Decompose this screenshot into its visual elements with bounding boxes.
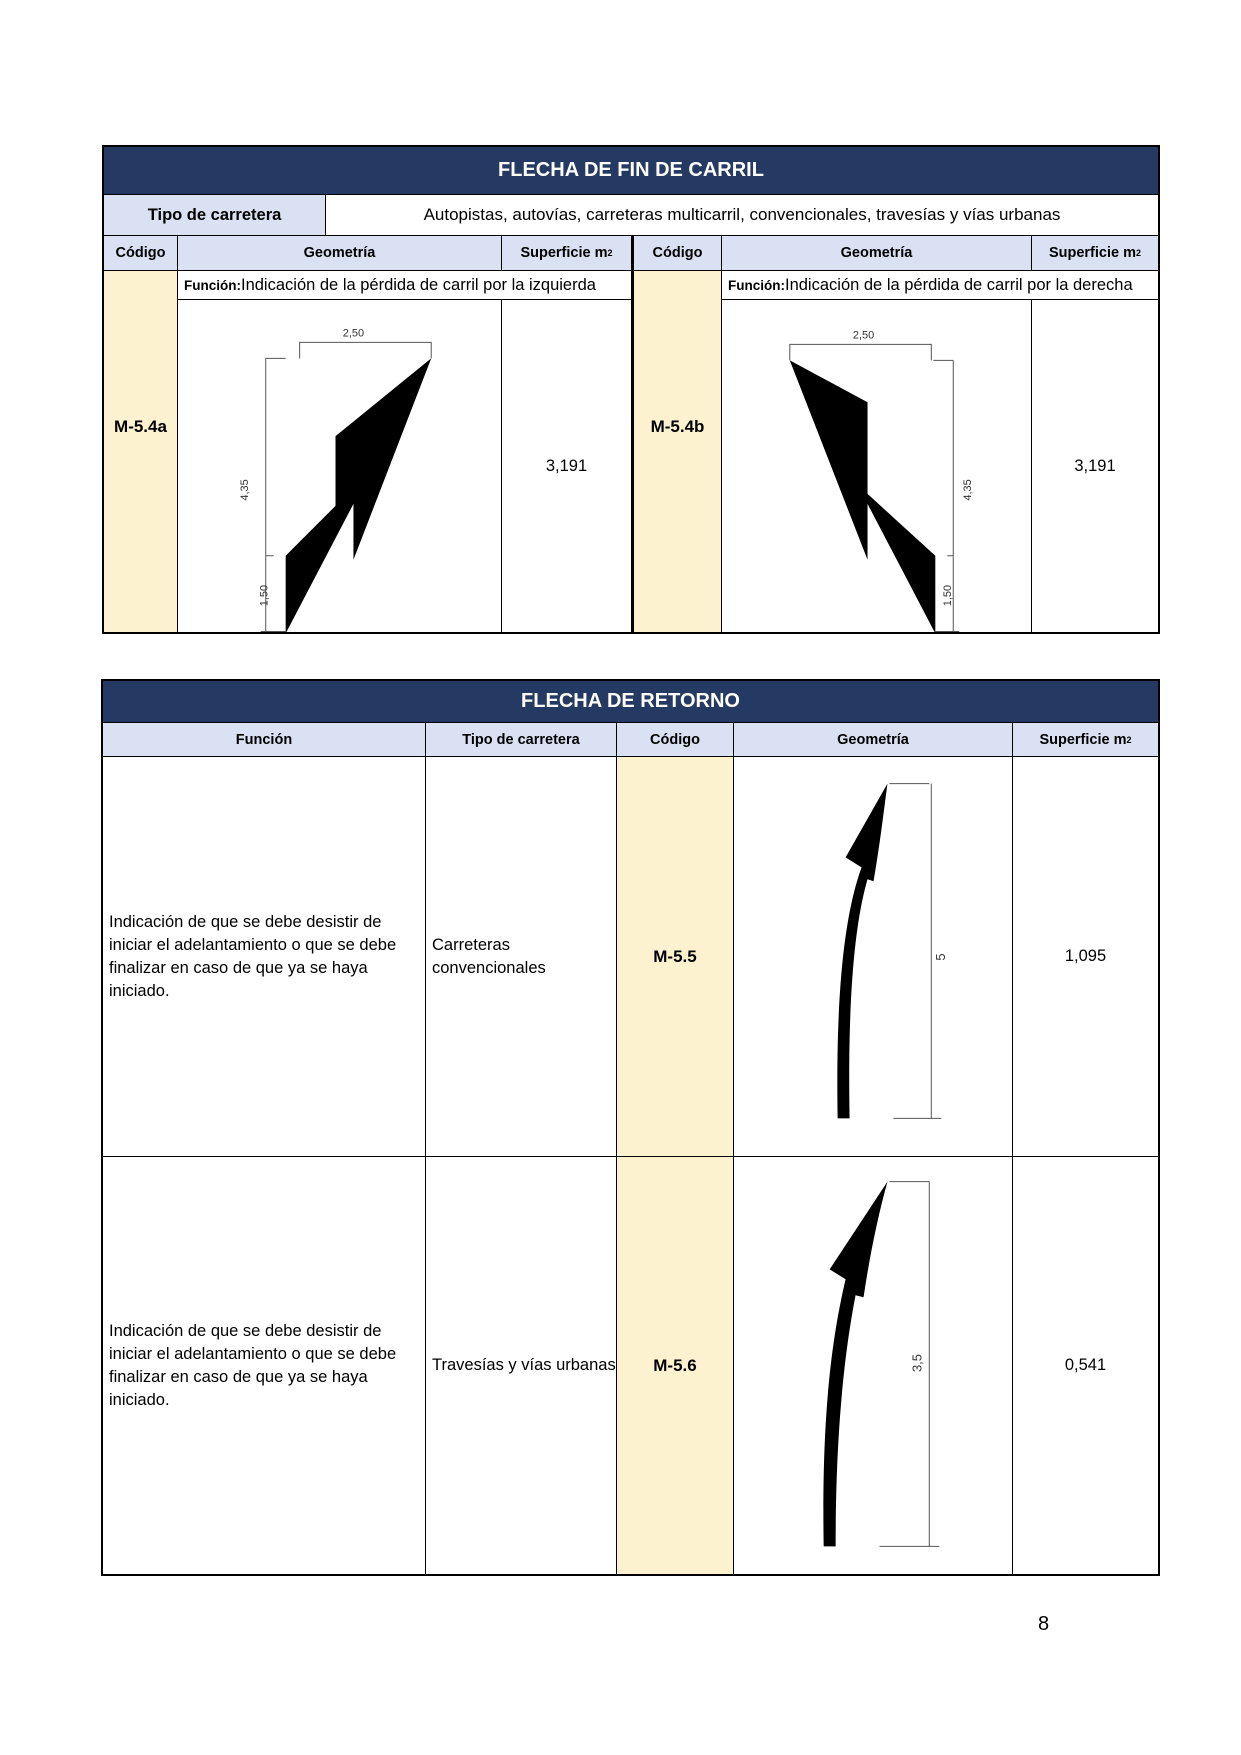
surface-m56: 0,541 — [1064, 1356, 1107, 1374]
arrow-drawing-m54a — [178, 300, 501, 632]
return-arrow-m55 — [837, 783, 887, 1118]
road-type-value: Autopistas, autovías, carreteras multicarril, convencionales, travesías y vías urbanas — [326, 195, 1158, 236]
lane-end-arrow-left — [286, 358, 432, 632]
surface-m54b: 3,191 — [1074, 456, 1116, 475]
arrow-drawing-m55 — [734, 757, 1012, 1157]
geometry-m55 — [734, 757, 1013, 1157]
header-code-right: Código — [634, 236, 722, 271]
header-geometry-right: Geometría — [722, 236, 1032, 271]
dim-width-m54a: 2,50 — [342, 327, 365, 340]
dim-length-m55: 5 — [933, 952, 949, 961]
return-arrow-table — [101, 679, 1160, 1576]
code-m56: M-5.6 — [617, 1157, 734, 1574]
road-type-label: Tipo de carretera — [104, 195, 326, 236]
dim-tail-m54a: 1,50 — [258, 584, 271, 607]
function-right: Función: Indicación de la pérdida de carril por la derecha — [722, 271, 1158, 300]
dim-width-m54b: 2,50 — [852, 329, 875, 342]
code-m54b: M-5.4b — [634, 271, 722, 632]
header-road-type: Tipo de carretera — [426, 723, 617, 757]
table-title: FLECHA DE FIN DE CARRIL — [104, 147, 1158, 195]
dim-height-m54a: 4,35 — [238, 479, 251, 501]
dim-height-m54b: 4,35 — [962, 479, 975, 501]
header-surface-left: Superficie m 2 — [502, 236, 634, 271]
geometry-m54b — [722, 300, 1032, 632]
header-code: Código — [617, 723, 734, 757]
page-number: 8 — [1038, 1613, 1050, 1635]
arrow-drawing-m54b — [722, 300, 1031, 632]
row-road-type: Carreteras convencionales — [426, 757, 617, 1157]
arrow-drawing-m56 — [734, 1157, 1012, 1574]
header-code-left: Código — [104, 236, 178, 271]
surface-m54a: 3,191 — [502, 300, 634, 632]
dim-tail-m54b: 1,50 — [942, 584, 955, 607]
header-function: Función — [103, 723, 426, 757]
header-surface: Superficie m 2 — [1013, 723, 1158, 757]
row-road-type: Travesías y vías urbanas — [426, 1157, 617, 1574]
header-geometry: Geometría — [734, 723, 1013, 757]
lane-end-arrow-right — [790, 360, 936, 632]
surface-m55: 1,095 — [1013, 757, 1158, 1157]
table-title: FLECHA DE RETORNO — [103, 681, 1158, 723]
geometry-m56 — [734, 1157, 1013, 1574]
lane-end-arrow-table — [102, 145, 1160, 634]
row-function: Indicación de que se debe desistir de iniciar el adelantamiento o que se debe finalizar en caso de que ya se haya iniciado. — [103, 1157, 426, 1574]
return-arrow-m56 — [823, 1182, 887, 1547]
code-m55: M-5.5 — [617, 757, 734, 1157]
geometry-m54a — [178, 300, 502, 632]
code-m54a: M-5.4a — [104, 271, 178, 632]
row-function: Indicación de que se debe desistir de iniciar el adelantamiento o que se debe finalizar en caso de que ya se haya iniciado. — [103, 757, 426, 1157]
function-left: Función: Indicación de la pérdida de carril por la izquierda — [178, 271, 634, 300]
header-geometry-left: Geometría — [178, 236, 502, 271]
header-surface-right: Superficie m 2 — [1032, 236, 1158, 271]
dim-length-m56: 3,5 — [909, 1354, 925, 1373]
